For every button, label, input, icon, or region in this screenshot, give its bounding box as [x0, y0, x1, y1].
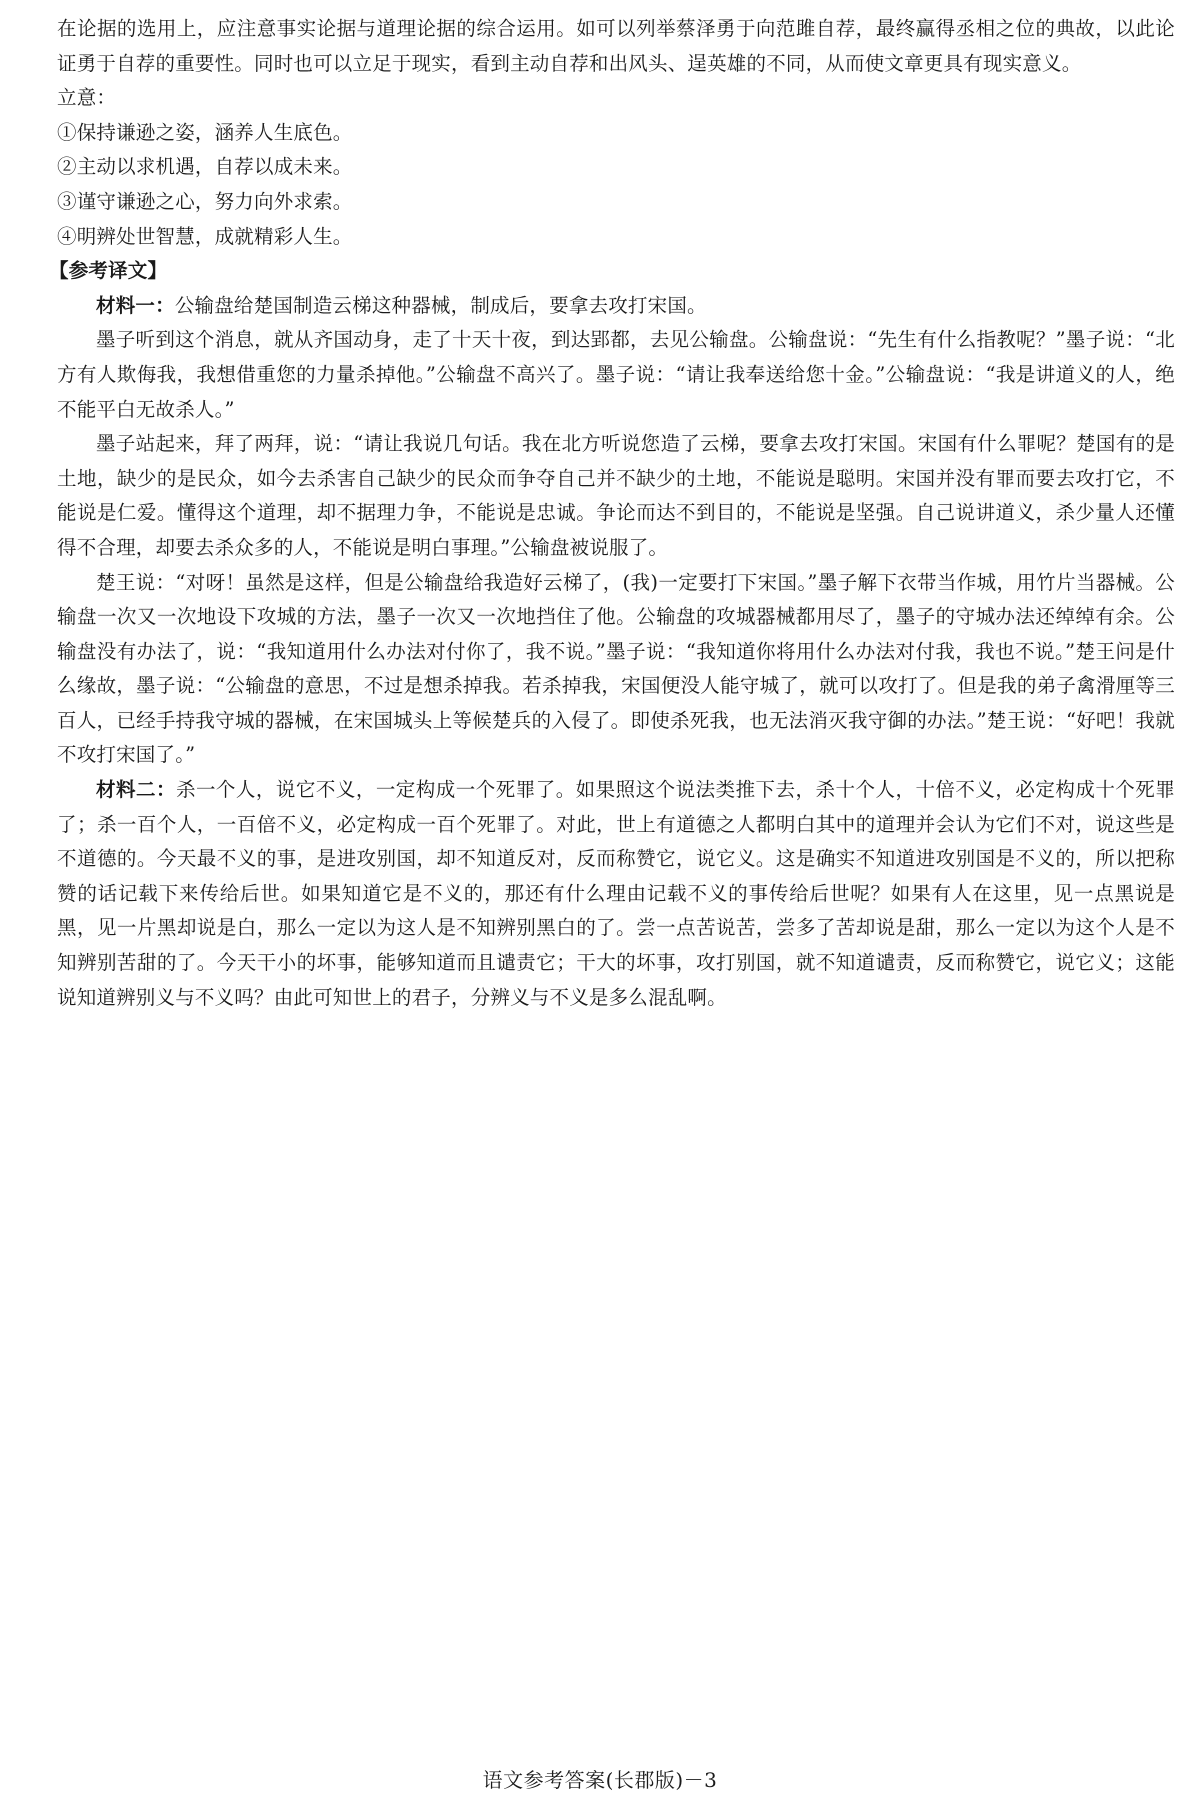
section-heading-translation: 【参考译文】 [49, 259, 168, 283]
liyi-item-3: ③谨守谦逊之心，努力向外求索。 [57, 189, 353, 213]
liyi-item-1: ①保持谦逊之姿，涵养人生底色。 [57, 120, 353, 144]
document-page [49, 12, 1175, 1015]
material2-label: 材料二： [96, 778, 176, 802]
liyi-label: 立意： [57, 86, 117, 110]
material2-paragraph [57, 773, 1175, 1015]
material1-first-text: 公输盘给楚国制造云梯这种器械，制成后，要拿去攻打宋国。 [174, 293, 707, 317]
material1-paragraph-3: 楚王说：“对呀！虽然是这样，但是公输盘给我造好云梯了，(我)一定要打下宋国。”墨子解下衣带当作城，用竹片当器械。公输盘一次又一次地设下攻城的方法，墨子一次又一次地挡住了他。公输盘的攻城器械都用尽了，墨子的守城办法还绰绰有余。公输盘没有办法了，说：“我知道用什么办法对付你了，我不说。”墨子说：“我知道你将用什么办法对付我，我也不说。”楚王问是什么缘故，墨子说：“公输盘的意思，不过是想杀掉我。若杀掉我，宋国便没人能守城了，就可以攻打了。但是我的弟子禽滑厘等三百人，已经手持我守城的器械，在宋国城头上等候楚兵的入侵了。即使杀死我，也无法消灭我守御的办法。”楚王说：“好吧！我就不攻打宋国了。” [57, 570, 1175, 767]
page-footer: 语文参考答案(长郡版)－3 [482, 1768, 718, 1792]
material1-paragraph-2: 墨子站起来，拜了两拜，说：“请让我说几句话。我在北方听说您造了云梯，要拿去攻打宋国。宋国有什么罪呢？楚国有的是土地，缺少的是民众，如今去杀害自己缺少的民众而争夺自己并不缺少的土地，不能说是聪明。宋国并没有罪而要去攻打它，不能说是仁爱。懂得这个道理，却不据理力争，不能说是忠诚。争论而达不到目的，不能说是坚强。自己说讲道义，杀少量人还懂得不合理，却要去杀众多的人，不能说是明白事理。”公输盘被说服了。 [57, 432, 1175, 559]
material1-label: 材料一： [96, 293, 175, 317]
material1-paragraph-1: 墨子听到这个消息，就从齐国动身，走了十天十夜，到达郢都，去见公输盘。公输盘说：“先生有什么指教呢？”墨子说：“北方有人欺侮我，我想借重您的力量杀掉他。”公输盘不高兴了。墨子说：“请让我奉送给您十金。”公输盘说：“我是讲道义的人，绝不能平白无故杀人。” [57, 328, 1175, 421]
liyi-item-2: ②主动以求机遇，自荐以成未来。 [57, 155, 353, 179]
material1-intro [57, 289, 1175, 324]
material2-text: 杀一个人，说它不义，一定构成一个死罪了。如果照这个说法类推下去，杀十个人，十倍不义，必定构成十个死罪了；杀一百个人，一百倍不义，必定构成一百个死罪了。对此，世上有道德之人都明白其中的道理并会认为它们不对，说这些是不道德的。今天最不义的事，是进攻别国，却不知道反对，反而称赞它，说它义。这是确实不知道进攻别国是不义的，所以把称赞的话记载下来传给后世。如果知道它是不义的，那还有什么理由记载不义的事传给后世呢？如果有人在这里，见一点黑说是黑，见一片黑却说是白，那么一定以为这人是不知辨别黑白的了。尝一点苦说苦，尝多了苦却说是甜，那么一定以为这个人是不知辨别苦甜的了。今天干小的坏事，能够知道而且谴责它；干大的坏事，攻打别国，就不知道谴责，反而称赞它，说它义；这能说知道辨别义与不义吗？由此可知世上的君子，分辨义与不义是多么混乱啊。 [57, 778, 1175, 1009]
liyi-item-4: ④明辨处世智慧，成就精彩人生。 [57, 224, 353, 248]
intro-paragraph: 在论据的选用上，应注意事实论据与道理论据的综合运用。如可以列举蔡泽勇于向范雎自荐，最终赢得丞相之位的典故，以此论证勇于自荐的重要性。同时也可以立足于现实，看到主动自荐和出风头、逞英雄的不同，从而使文章更具有现实意义。 [57, 17, 1175, 75]
